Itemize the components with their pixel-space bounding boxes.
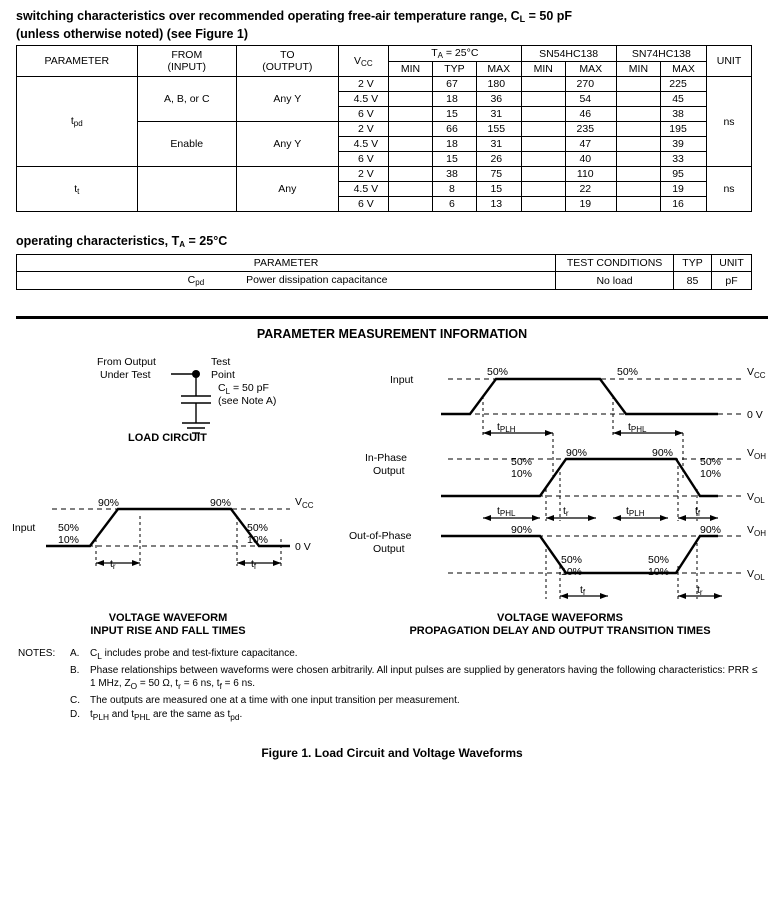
label-50-in-a: 50% (487, 366, 509, 378)
header-min-54: MIN (521, 62, 565, 77)
header-to-sublabel: (OUTPUT) (262, 61, 313, 73)
max-54: 19 (565, 197, 616, 212)
header-typ-ta: TYP (432, 62, 476, 77)
vcc-value: 2 V (338, 77, 388, 92)
max-74: 33 (661, 152, 707, 167)
note-text-b: Phase relationships between waveforms were chosen arbitrarily. All input pulses are supplied by generators having the following characteristics: PRR ≤ 1 MHz, $Z_O = 50$ Ω, $t_r = 6$ ns, $t_f = 6$ ns. (90, 665, 758, 691)
note-letter-a: A. (70, 648, 80, 659)
label-90-ip-b: 90% (652, 447, 674, 459)
min-74 (616, 167, 660, 182)
param-tt (17, 167, 138, 212)
max-54: 22 (565, 182, 616, 197)
max-74: 38 (661, 107, 707, 122)
label-50-left-a: 50% (58, 522, 80, 534)
label-90-left-a: 90% (98, 497, 120, 509)
header-ta (389, 46, 522, 62)
label-tf-op: tf (580, 584, 586, 597)
note-letter-b: B. (70, 665, 80, 676)
caption-left-1: VOLTAGE WAVEFORM (108, 612, 228, 624)
max-ta: 180 (477, 77, 522, 92)
from-empty (137, 167, 236, 212)
min-74 (616, 137, 660, 152)
note-text-d: $t_{PLH}$ and $t_{PHL}$ are the same as $t_{pd}$. (90, 709, 243, 722)
max-54: 40 (565, 152, 616, 167)
max-54: 46 (565, 107, 616, 122)
vcc-value: 6 V (338, 152, 388, 167)
label-10-left-b: 10% (247, 534, 269, 546)
min-74 (616, 107, 660, 122)
header-to-label: TO (280, 49, 295, 61)
header-unit: UNIT (707, 46, 752, 77)
typ-ta: 38 (432, 167, 476, 182)
max-ta: 75 (477, 167, 522, 182)
to-anyy-2: Any Y (236, 122, 338, 167)
label-50-op-a: 50% (561, 554, 583, 566)
header-sn54hc138: SN54HC138 (521, 46, 616, 62)
label-input-left: Input (12, 522, 36, 534)
label-50-ip-b: 50% (700, 456, 722, 468)
label-tr-left: tr (110, 558, 116, 571)
min-ta (389, 77, 433, 92)
typ-ta: 18 (432, 92, 476, 107)
min-74 (616, 77, 660, 92)
caption-right-2: PROPAGATION DELAY AND OUTPUT TRANSITION TIMES (409, 625, 711, 637)
header-min-ta: MIN (389, 62, 433, 77)
header-sn74hc138: SN74HC138 (616, 46, 706, 62)
max-ta: 26 (477, 152, 522, 167)
pmi-title: PARAMETER MEASUREMENT INFORMATION (256, 327, 528, 341)
vcc-value: 4.5 V (338, 92, 388, 107)
min-ta (389, 182, 433, 197)
label-see-note-a: (see Note A) (218, 395, 277, 407)
typ-ta: 15 (432, 107, 476, 122)
figure-svg (0, 341, 784, 641)
label-tr-ip: tr (563, 505, 569, 518)
typ-ta: 66 (432, 122, 476, 137)
to-anyy-1: Any Y (236, 77, 338, 122)
max-ta: 15 (477, 182, 522, 197)
note-row (18, 647, 758, 663)
unit-ns-2: ns (707, 167, 752, 212)
header-vcc-sub: CC (361, 58, 373, 68)
label-50-left-b: 50% (247, 522, 269, 534)
cpd-symbol: C (187, 274, 196, 286)
caption-right-1: VOLTAGE WAVEFORMS (497, 612, 623, 624)
cpd-description: Power dissipation capacitance (246, 274, 388, 286)
header-typ: TYP (674, 255, 712, 272)
max-74: 225 (661, 77, 707, 92)
max-ta: 36 (477, 92, 522, 107)
operating-heading-tail: = 25°C (185, 234, 228, 248)
vcc-value: 6 V (338, 197, 388, 212)
cpd-symbol-sub: pd (195, 278, 205, 287)
header-ta-value: = 25°C (442, 47, 479, 59)
label-inphase-1: In-Phase (365, 452, 408, 464)
min-ta (389, 137, 433, 152)
header-test-conditions: TEST CONDITIONS (556, 255, 674, 272)
cpd-unit: pF (711, 272, 751, 290)
param-tpd-sub: pd (73, 119, 83, 128)
note-row (18, 694, 758, 707)
label-0v-left: 0 V (295, 541, 311, 553)
max-54: 47 (565, 137, 616, 152)
header-from (137, 46, 236, 77)
label-10-ip-b: 10% (700, 468, 722, 480)
label-tplh-1: tPLH (497, 421, 516, 434)
header-ta-sub: A (437, 51, 443, 60)
min-54 (521, 197, 565, 212)
cpd-typ: 85 (674, 272, 712, 290)
label-90-op-a: 90% (511, 524, 533, 536)
operating-heading-sub: A (179, 240, 186, 249)
note-row (18, 708, 758, 724)
header-parameter: PARAMETER (17, 46, 138, 77)
min-54 (521, 107, 565, 122)
note-row (18, 664, 758, 693)
typ-ta: 18 (432, 137, 476, 152)
header-unit: UNIT (711, 255, 751, 272)
header-min-74: MIN (616, 62, 660, 77)
label-tf-left: tf (251, 558, 257, 571)
label-tphl-2: tPHL (497, 505, 516, 518)
max-74: 39 (661, 137, 707, 152)
note-text-a: $C_L$ includes probe and test-fixture capacitance. (90, 648, 298, 661)
min-74 (616, 197, 660, 212)
min-54 (521, 152, 565, 167)
max-74: 195 (661, 122, 707, 137)
header-parameter: PARAMETER (17, 255, 556, 272)
notes-block (18, 647, 758, 724)
cpd-parameter-cell (17, 272, 556, 290)
label-vol-2: $V_{OL}$ (747, 568, 765, 582)
label-0v-right: 0 V (747, 409, 763, 421)
label-50-ip-a: 50% (511, 456, 533, 468)
typ-ta: 15 (432, 152, 476, 167)
operating-heading-text: operating characteristics, T (16, 234, 180, 248)
max-ta: 155 (477, 122, 522, 137)
param-tt-sub: t (77, 186, 80, 196)
heading-text-1b: = 50 pF (525, 9, 573, 23)
vcc-value: 4.5 V (338, 182, 388, 197)
label-point: Point (211, 369, 235, 381)
header-from-sublabel: (INPUT) (167, 61, 207, 73)
label-tr-op: tr (697, 584, 703, 597)
label-10-op-a: 10% (561, 566, 583, 578)
label-tphl-1: tPHL (628, 421, 647, 434)
label-10-op-b: 10% (648, 566, 670, 578)
header-max-ta: MAX (477, 62, 522, 77)
max-74: 45 (661, 92, 707, 107)
switching-characteristics-heading (16, 9, 772, 41)
min-ta (389, 107, 433, 122)
figure-caption: Figure 1. Load Circuit and Voltage Waveforms (261, 746, 523, 760)
table-row (17, 272, 752, 290)
table-row (17, 167, 752, 182)
min-54 (521, 182, 565, 197)
from-abc: A, B, or C (137, 77, 236, 122)
min-54 (521, 92, 565, 107)
figure-area (0, 341, 784, 641)
max-ta: 31 (477, 137, 522, 152)
vcc-value: 2 V (338, 122, 388, 137)
label-tplh-2: tPLH (626, 505, 645, 518)
min-54 (521, 122, 565, 137)
operating-characteristics-heading (16, 234, 784, 249)
max-54: 270 (565, 77, 616, 92)
label-voh-1: $V_{OH}$ (747, 447, 767, 461)
min-54 (521, 77, 565, 92)
label-voh-2: $V_{OH}$ (747, 524, 767, 538)
to-any: Any (236, 167, 338, 212)
label-under-test: Under Test (100, 369, 151, 381)
label-vol-1: $V_{OL}$ (747, 491, 765, 505)
label-10-ip-a: 10% (511, 468, 533, 480)
max-54: 110 (565, 167, 616, 182)
label-outphase-2: Output (373, 543, 405, 555)
label-load-circuit: LOAD CIRCUIT (128, 432, 207, 444)
max-74: 95 (661, 167, 707, 182)
note-letter-d: D. (70, 709, 80, 720)
heading-text-1: switching characteristics over recommended operating free-air temperature range, C (16, 9, 520, 23)
typ-ta: 67 (432, 77, 476, 92)
cpd-test-conditions: No load (556, 272, 674, 290)
label-90-op-b: 90% (700, 524, 722, 536)
label-90-ip-a: 90% (566, 447, 588, 459)
param-tpd-t: t (70, 115, 74, 127)
label-tf-ip: tf (695, 505, 701, 518)
header-max-54: MAX (565, 62, 616, 77)
label-from-output: From Output (97, 356, 156, 368)
header-ta-t: T (431, 47, 438, 59)
min-74 (616, 152, 660, 167)
label-50-op-b: 50% (648, 554, 670, 566)
table-header-row (17, 255, 752, 272)
min-74 (616, 182, 660, 197)
min-54 (521, 137, 565, 152)
min-ta (389, 197, 433, 212)
note-text-c: The outputs are measured one at a time with one input transition per measurement. (90, 695, 460, 706)
label-input-right: Input (390, 374, 414, 386)
unit-ns-1: ns (707, 77, 752, 167)
min-ta (389, 152, 433, 167)
note-letter-c: C. (70, 695, 80, 706)
header-max-74: MAX (661, 62, 707, 77)
header-from-label: FROM (171, 49, 203, 61)
notes-spacer (18, 694, 70, 707)
min-ta (389, 167, 433, 182)
vcc-value: 4.5 V (338, 137, 388, 152)
label-50-in-b: 50% (617, 366, 639, 378)
header-to (236, 46, 338, 77)
typ-ta: 8 (432, 182, 476, 197)
typ-ta: 6 (432, 197, 476, 212)
min-ta (389, 122, 433, 137)
max-54: 54 (565, 92, 616, 107)
operating-characteristics-table (16, 254, 752, 290)
datasheet-page (0, 9, 784, 912)
heading-text-2: (unless otherwise noted) (see Figure 1) (16, 26, 248, 41)
notes-label: NOTES: (18, 648, 56, 659)
header-vcc (338, 46, 388, 77)
label-vcc-right: $V_{CC}$ (747, 366, 766, 380)
max-74: 19 (661, 182, 707, 197)
label-cl: $C_L = 50$ pF (218, 382, 269, 396)
min-54 (521, 167, 565, 182)
max-74: 16 (661, 197, 707, 212)
max-ta: 31 (477, 107, 522, 122)
label-90-left-b: 90% (210, 497, 232, 509)
table-header-row-1 (17, 46, 752, 62)
max-54: 235 (565, 122, 616, 137)
label-test: Test (211, 356, 231, 368)
min-ta (389, 92, 433, 107)
notes-spacer (18, 664, 70, 693)
notes-spacer (18, 708, 70, 724)
vcc-value: 6 V (338, 107, 388, 122)
param-tt-t: t (74, 182, 78, 195)
label-vcc-left: $V_{CC}$ (295, 496, 314, 510)
switching-characteristics-table (16, 45, 752, 212)
header-vcc-v: V (354, 54, 362, 67)
heading-sub-cl: L (519, 14, 526, 24)
section-divider (16, 316, 768, 319)
param-tpd (17, 77, 138, 167)
from-enable: Enable (137, 122, 236, 167)
min-74 (616, 122, 660, 137)
label-10-left-a: 10% (58, 534, 80, 546)
label-inphase-2: Output (373, 465, 405, 477)
min-74 (616, 92, 660, 107)
max-ta: 13 (477, 197, 522, 212)
caption-left-2: INPUT RISE AND FALL TIMES (90, 625, 246, 637)
vcc-value: 2 V (338, 167, 388, 182)
table-row (17, 77, 752, 92)
label-outphase-1: Out-of-Phase (349, 530, 412, 542)
